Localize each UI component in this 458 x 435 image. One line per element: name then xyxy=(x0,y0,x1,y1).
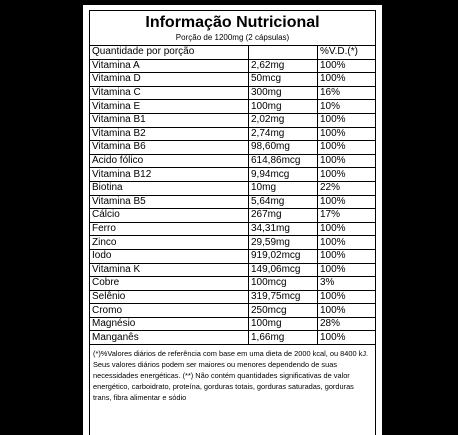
nutrition-label-inner xyxy=(89,10,376,435)
table-row xyxy=(90,317,375,331)
nutrient-daily-value: 100% xyxy=(318,127,376,141)
nutrient-name: Vitamina B2 xyxy=(90,127,249,141)
nutrient-name: Manganês xyxy=(90,331,249,345)
nutrient-amount: 50mcg xyxy=(249,73,318,87)
nutrient-name: Vitamina A xyxy=(90,59,249,73)
nutrient-name: Cromo xyxy=(90,304,249,318)
label-header xyxy=(90,11,375,46)
nutrient-daily-value: 100% xyxy=(318,222,376,236)
nutrient-daily-value: 100% xyxy=(318,73,376,87)
nutrient-amount: 100mcg xyxy=(249,277,318,291)
nutrient-daily-value: 16% xyxy=(318,86,376,100)
table-row xyxy=(90,277,375,291)
nutrient-daily-value: 100% xyxy=(318,59,376,73)
table-row xyxy=(90,290,375,304)
nutrient-daily-value: 100% xyxy=(318,236,376,250)
header-quantity: Quantidade por porção xyxy=(90,46,249,59)
table-header-row xyxy=(90,46,375,59)
footnote: (*)%Valores diários de referência com base em uma dieta de 2000 kcal, ou 8400 kJ. Seus valores diários podem ser maiores ou menores dependendo de suas necessidades energéticas. (**) Não contém quantidades significativas de valor energético, carboidrato, proteína, gorduras totais, gorduras saturadas, gorduras trans, fibra alimentar e sódio xyxy=(93,349,369,403)
nutrient-name: Selênio xyxy=(90,290,249,304)
table-row xyxy=(90,263,375,277)
nutrient-amount: 5,64mg xyxy=(249,195,318,209)
header-amount xyxy=(249,46,318,59)
nutrient-daily-value: 17% xyxy=(318,209,376,223)
nutrient-name: Ferro xyxy=(90,222,249,236)
table-row xyxy=(90,181,375,195)
nutrient-daily-value: 100% xyxy=(318,331,376,345)
nutrient-amount: 98,60mg xyxy=(249,141,318,155)
nutrient-name: Zinco xyxy=(90,236,249,250)
table-row xyxy=(90,168,375,182)
nutrient-name: Magnésio xyxy=(90,317,249,331)
table-row xyxy=(90,209,375,223)
nutrient-daily-value: 100% xyxy=(318,290,376,304)
nutrient-daily-value: 100% xyxy=(318,304,376,318)
nutrient-name: Vitamina D xyxy=(90,73,249,87)
nutrient-amount: 2,74mg xyxy=(249,127,318,141)
label-title: Informação Nutricional xyxy=(145,14,320,31)
table-row xyxy=(90,222,375,236)
table-row xyxy=(90,304,375,318)
table-row xyxy=(90,249,375,263)
nutrient-name: Vitamina C xyxy=(90,86,249,100)
nutrient-daily-value: 100% xyxy=(318,195,376,209)
table-row xyxy=(90,100,375,114)
nutrient-name: Cálcio xyxy=(90,209,249,223)
nutrient-name: Iodo xyxy=(90,249,249,263)
nutrient-amount: 2,62mg xyxy=(249,59,318,73)
nutrient-amount: 149,06mcg xyxy=(249,263,318,277)
nutrition-table xyxy=(90,46,375,345)
table-row xyxy=(90,331,375,345)
nutrient-name: Vitamina B1 xyxy=(90,113,249,127)
nutrient-amount: 267mg xyxy=(249,209,318,223)
nutrient-name: Vitamina K xyxy=(90,263,249,277)
nutrient-daily-value: 100% xyxy=(318,249,376,263)
nutrient-daily-value: 3% xyxy=(318,277,376,291)
nutrient-daily-value: 100% xyxy=(318,263,376,277)
table-row xyxy=(90,154,375,168)
nutrient-name: Vitamina E xyxy=(90,100,249,114)
nutrient-daily-value: 10% xyxy=(318,100,376,114)
nutrient-amount: 319,75mcg xyxy=(249,290,318,304)
nutrition-label xyxy=(80,2,385,435)
nutrient-amount: 29,59mg xyxy=(249,236,318,250)
table-row xyxy=(90,236,375,250)
table-row xyxy=(90,195,375,209)
nutrient-amount: 1,66mg xyxy=(249,331,318,345)
nutrient-amount: 10mg xyxy=(249,181,318,195)
nutrient-daily-value: 100% xyxy=(318,168,376,182)
nutrient-name: Vitamina B12 xyxy=(90,168,249,182)
nutrient-amount: 300mg xyxy=(249,86,318,100)
table-row xyxy=(90,73,375,87)
table-row xyxy=(90,141,375,155)
nutrient-amount: 250mcg xyxy=(249,304,318,318)
label-subtitle: Porção de 1200mg (2 cápsulas) xyxy=(175,33,290,42)
nutrient-daily-value: 100% xyxy=(318,154,376,168)
nutrient-name: Vitamina B6 xyxy=(90,141,249,155)
nutrient-daily-value: 100% xyxy=(318,141,376,155)
nutrient-amount: 2,02mg xyxy=(249,113,318,127)
nutrient-name: Biotina xyxy=(90,181,249,195)
table-row xyxy=(90,86,375,100)
nutrient-amount: 919,02mcg xyxy=(249,249,318,263)
table-row xyxy=(90,59,375,73)
nutrient-name: Ácido fólico xyxy=(90,154,249,168)
table-row xyxy=(90,113,375,127)
nutrient-amount: 100mg xyxy=(249,100,318,114)
nutrient-amount: 100mg xyxy=(249,317,318,331)
nutrient-amount: 9,94mcg xyxy=(249,168,318,182)
nutrient-amount: 34,31mg xyxy=(249,222,318,236)
nutrient-amount: 614,86mcg xyxy=(249,154,318,168)
header-daily-value: %V.D.(*) xyxy=(318,46,376,59)
nutrient-daily-value: 100% xyxy=(318,113,376,127)
table-row xyxy=(90,127,375,141)
nutrient-name: Vitamina B5 xyxy=(90,195,249,209)
nutrient-daily-value: 22% xyxy=(318,181,376,195)
nutrient-name: Cobre xyxy=(90,277,249,291)
nutrition-rows xyxy=(90,59,375,344)
nutrient-daily-value: 28% xyxy=(318,317,376,331)
